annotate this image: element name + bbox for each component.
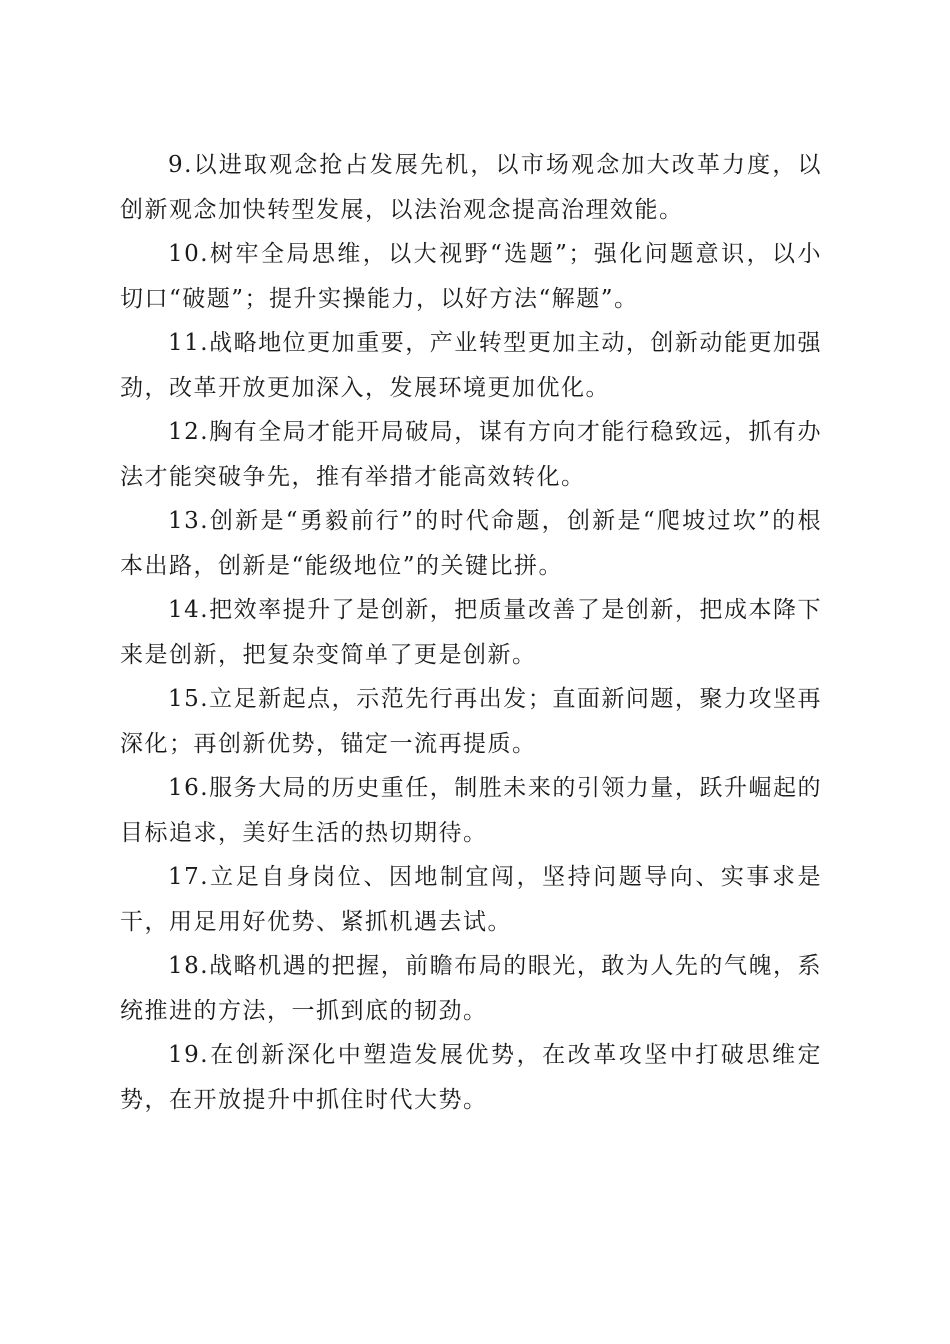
paragraph-18: 18.战略机遇的把握，前瞻布局的眼光，敢为人先的气魄，系统推进的方法，一抓到底的韧劲。 xyxy=(120,953,822,1024)
paragraph-10: 10.树牢全局思维，以大视野“选题”；强化问题意识，以小切口“破题”；提升实操能力，以好方法“解题”。 xyxy=(120,241,822,312)
paragraph-12: 12.胸有全局才能开局破局，谋有方向才能行稳致远，抓有办法才能突破争先，推有举措才能高效转化。 xyxy=(120,419,822,490)
paragraph-17: 17.立足自身岗位、因地制宜闯，坚持问题导向、实事求是干，用足用好优势、紧抓机遇去试。 xyxy=(120,864,822,935)
paragraph-11: 11.战略地位更加重要，产业转型更加主动，创新动能更加强劲，改革开放更加深入，发展环境更加优化。 xyxy=(120,330,822,401)
document-body xyxy=(120,143,822,1122)
paragraph-9: 9.以进取观念抢占发展先机，以市场观念加大改革力度，以创新观念加快转型发展，以法治观念提高治理效能。 xyxy=(120,152,822,223)
paragraph-19: 19.在创新深化中塑造发展优势，在改革攻坚中打破思维定势，在开放提升中抓住时代大势。 xyxy=(120,1042,822,1113)
paragraph-13: 13.创新是“勇毅前行”的时代命题，创新是“爬坡过坎”的根本出路，创新是“能级地位”的关键比拼。 xyxy=(120,508,822,579)
paragraph-14: 14.把效率提升了是创新，把质量改善了是创新，把成本降下来是创新，把复杂变简单了更是创新。 xyxy=(120,597,822,668)
paragraph-16: 16.服务大局的历史重任，制胜未来的引领力量，跃升崛起的目标追求，美好生活的热切期待。 xyxy=(120,775,822,846)
paragraph-15: 15.立足新起点，示范先行再出发；直面新问题，聚力攻坚再深化；再创新优势，锚定一流再提质。 xyxy=(120,686,822,757)
